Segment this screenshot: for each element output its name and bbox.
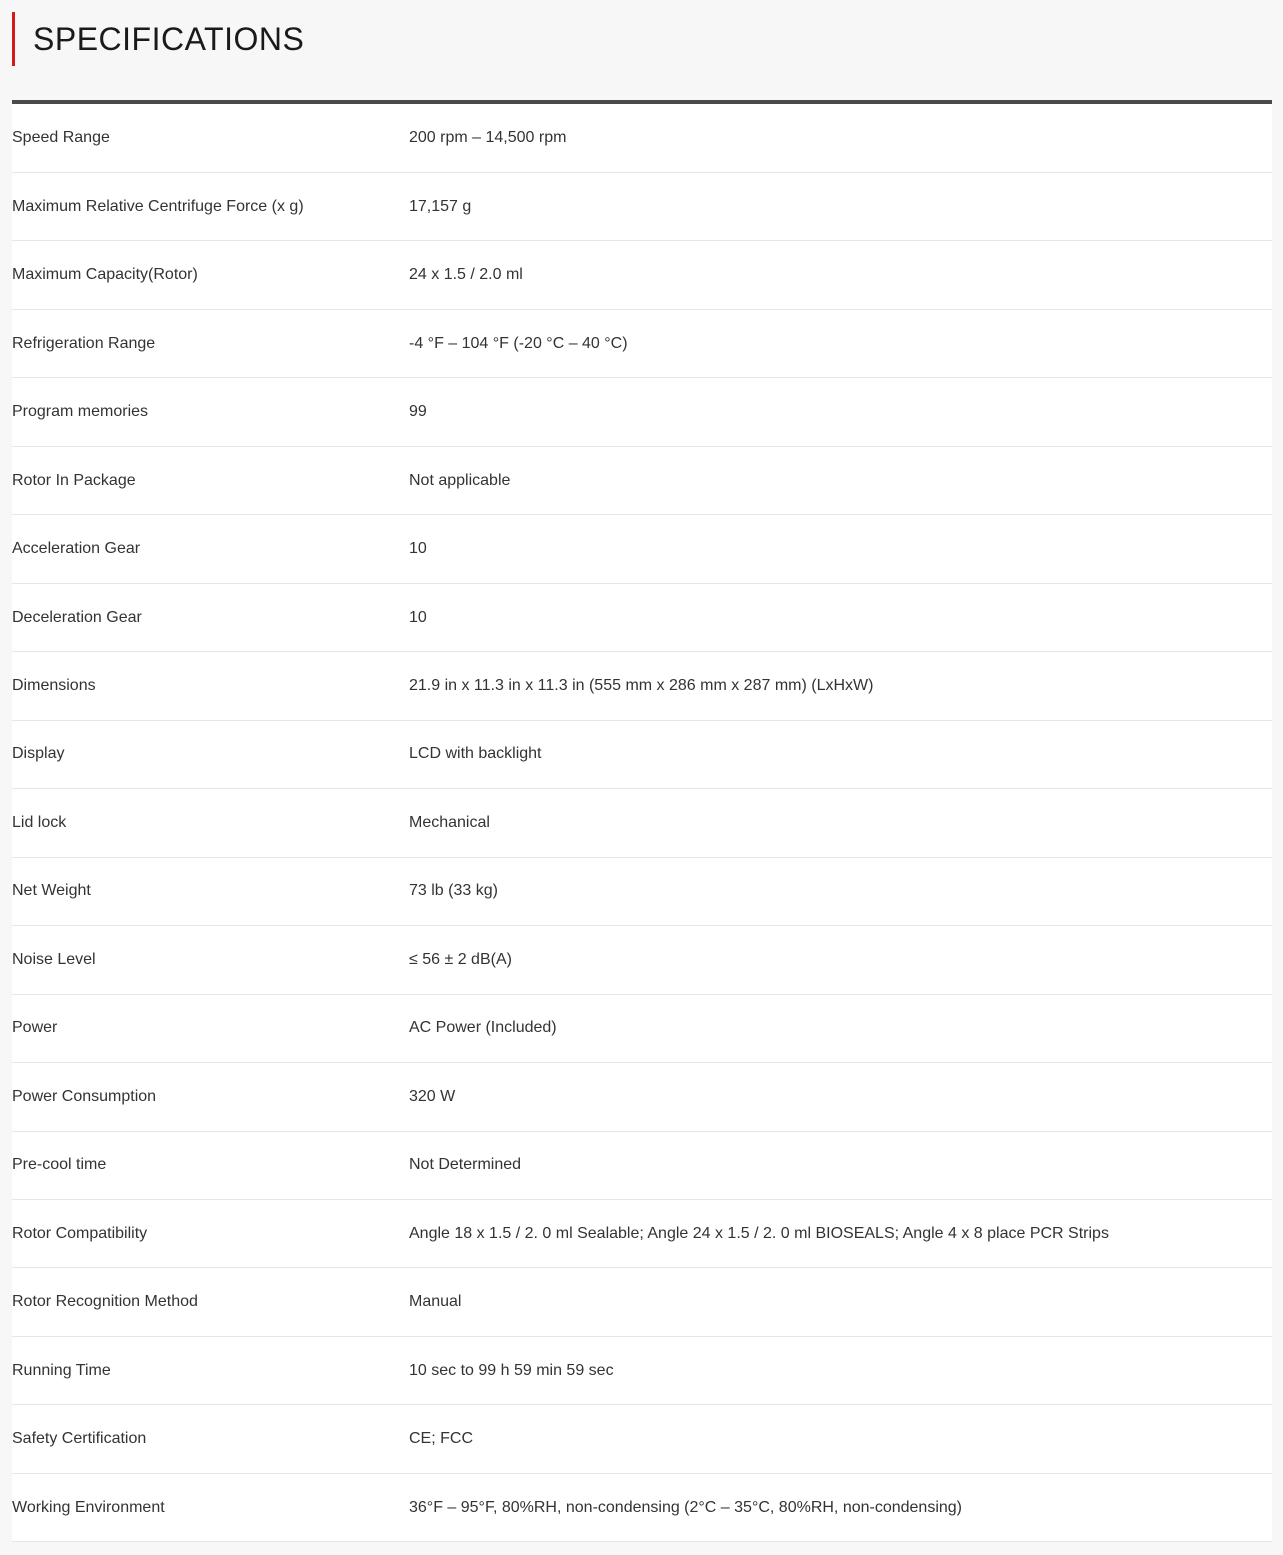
table-row <box>12 583 1272 651</box>
spec-value: CE; FCC <box>409 1430 473 1448</box>
table-row <box>12 172 1272 240</box>
spec-value: 10 sec to 99 h 59 min 59 sec <box>409 1361 614 1379</box>
table-row <box>12 104 1272 172</box>
spec-label: Rotor In Package <box>12 471 136 489</box>
table-row <box>12 1131 1272 1199</box>
table-row <box>12 241 1272 309</box>
table-row <box>12 1473 1272 1541</box>
table-row <box>12 1405 1272 1473</box>
table-row <box>12 1268 1272 1336</box>
spec-label: Maximum Capacity(Rotor) <box>12 266 198 284</box>
spec-label: Rotor Compatibility <box>12 1224 148 1242</box>
spec-label: Maximum Relative Centrifuge Force (x g) <box>12 197 304 215</box>
spec-label: Net Weight <box>12 882 91 900</box>
table-row <box>12 857 1272 925</box>
spec-label: Rotor Recognition Method <box>12 1293 198 1311</box>
spec-value: Not applicable <box>409 471 511 489</box>
spec-value: 21.9 in x 11.3 in x 11.3 in (555 mm x 286 mm x 287 mm) (LxHxW) <box>409 676 874 694</box>
table-row <box>12 994 1272 1062</box>
spec-value: Not Determined <box>409 1156 522 1174</box>
accent-bar <box>12 12 15 66</box>
section-header <box>12 12 1272 66</box>
spec-value: LCD with backlight <box>409 745 542 763</box>
table-row <box>12 515 1272 583</box>
spec-value: 200 rpm – 14,500 rpm <box>409 128 567 146</box>
table-row <box>12 1336 1272 1404</box>
specifications-table-body <box>12 104 1272 1542</box>
table-row <box>12 652 1272 720</box>
table-row <box>12 378 1272 446</box>
table-row <box>12 1063 1272 1131</box>
spec-value: 99 <box>409 403 427 421</box>
spec-label: Power Consumption <box>12 1087 157 1105</box>
table-row <box>12 789 1272 857</box>
spec-value: 10 <box>409 608 427 626</box>
spec-label: Power <box>12 1019 58 1037</box>
spec-value: 10 <box>409 540 427 558</box>
spec-value: 17,157 g <box>409 197 472 215</box>
spec-label: Refrigeration Range <box>12 334 156 352</box>
spec-label: Running Time <box>12 1361 111 1379</box>
spec-value: Angle 18 x 1.5 / 2. 0 ml Sealable; Angle 24 x 1.5 / 2. 0 ml BIOSEALS; Angle 4 x 8 place PCR Strips <box>409 1224 1109 1242</box>
spec-value: ≤ 56 ± 2 dB(A) <box>409 950 512 968</box>
spec-label: Noise Level <box>12 950 96 968</box>
spec-label: Acceleration Gear <box>12 540 141 558</box>
table-row <box>12 309 1272 377</box>
spec-value: -4 °F – 104 °F (-20 °C – 40 °C) <box>409 334 628 352</box>
spec-value: Mechanical <box>409 813 490 831</box>
spec-label: Program memories <box>12 403 149 421</box>
table-row <box>12 720 1272 788</box>
spec-label: Dimensions <box>12 676 96 694</box>
section-title: SPECIFICATIONS <box>33 21 305 57</box>
spec-label: Lid lock <box>12 813 67 831</box>
spec-value: 320 W <box>409 1087 456 1105</box>
table-row <box>12 446 1272 514</box>
spec-value: 36°F – 95°F, 80%RH, non-condensing (2°C – 35°C, 80%RH, non-condensing) <box>409 1498 963 1516</box>
table-row <box>12 1200 1272 1268</box>
specifications-table-container <box>12 100 1272 1542</box>
spec-label: Speed Range <box>12 128 110 146</box>
spec-label: Display <box>12 745 65 763</box>
spec-value: 24 x 1.5 / 2.0 ml <box>409 266 523 284</box>
spec-value: 73 lb (33 kg) <box>409 882 498 900</box>
spec-value: Manual <box>409 1293 462 1311</box>
spec-label: Pre-cool time <box>12 1156 107 1174</box>
spec-label: Safety Certification <box>12 1430 147 1448</box>
spec-value: AC Power (Included) <box>409 1019 557 1037</box>
spec-label: Working Environment <box>12 1498 165 1516</box>
table-row <box>12 926 1272 994</box>
spec-label: Deceleration Gear <box>12 608 142 626</box>
specifications-table <box>12 104 1272 1542</box>
